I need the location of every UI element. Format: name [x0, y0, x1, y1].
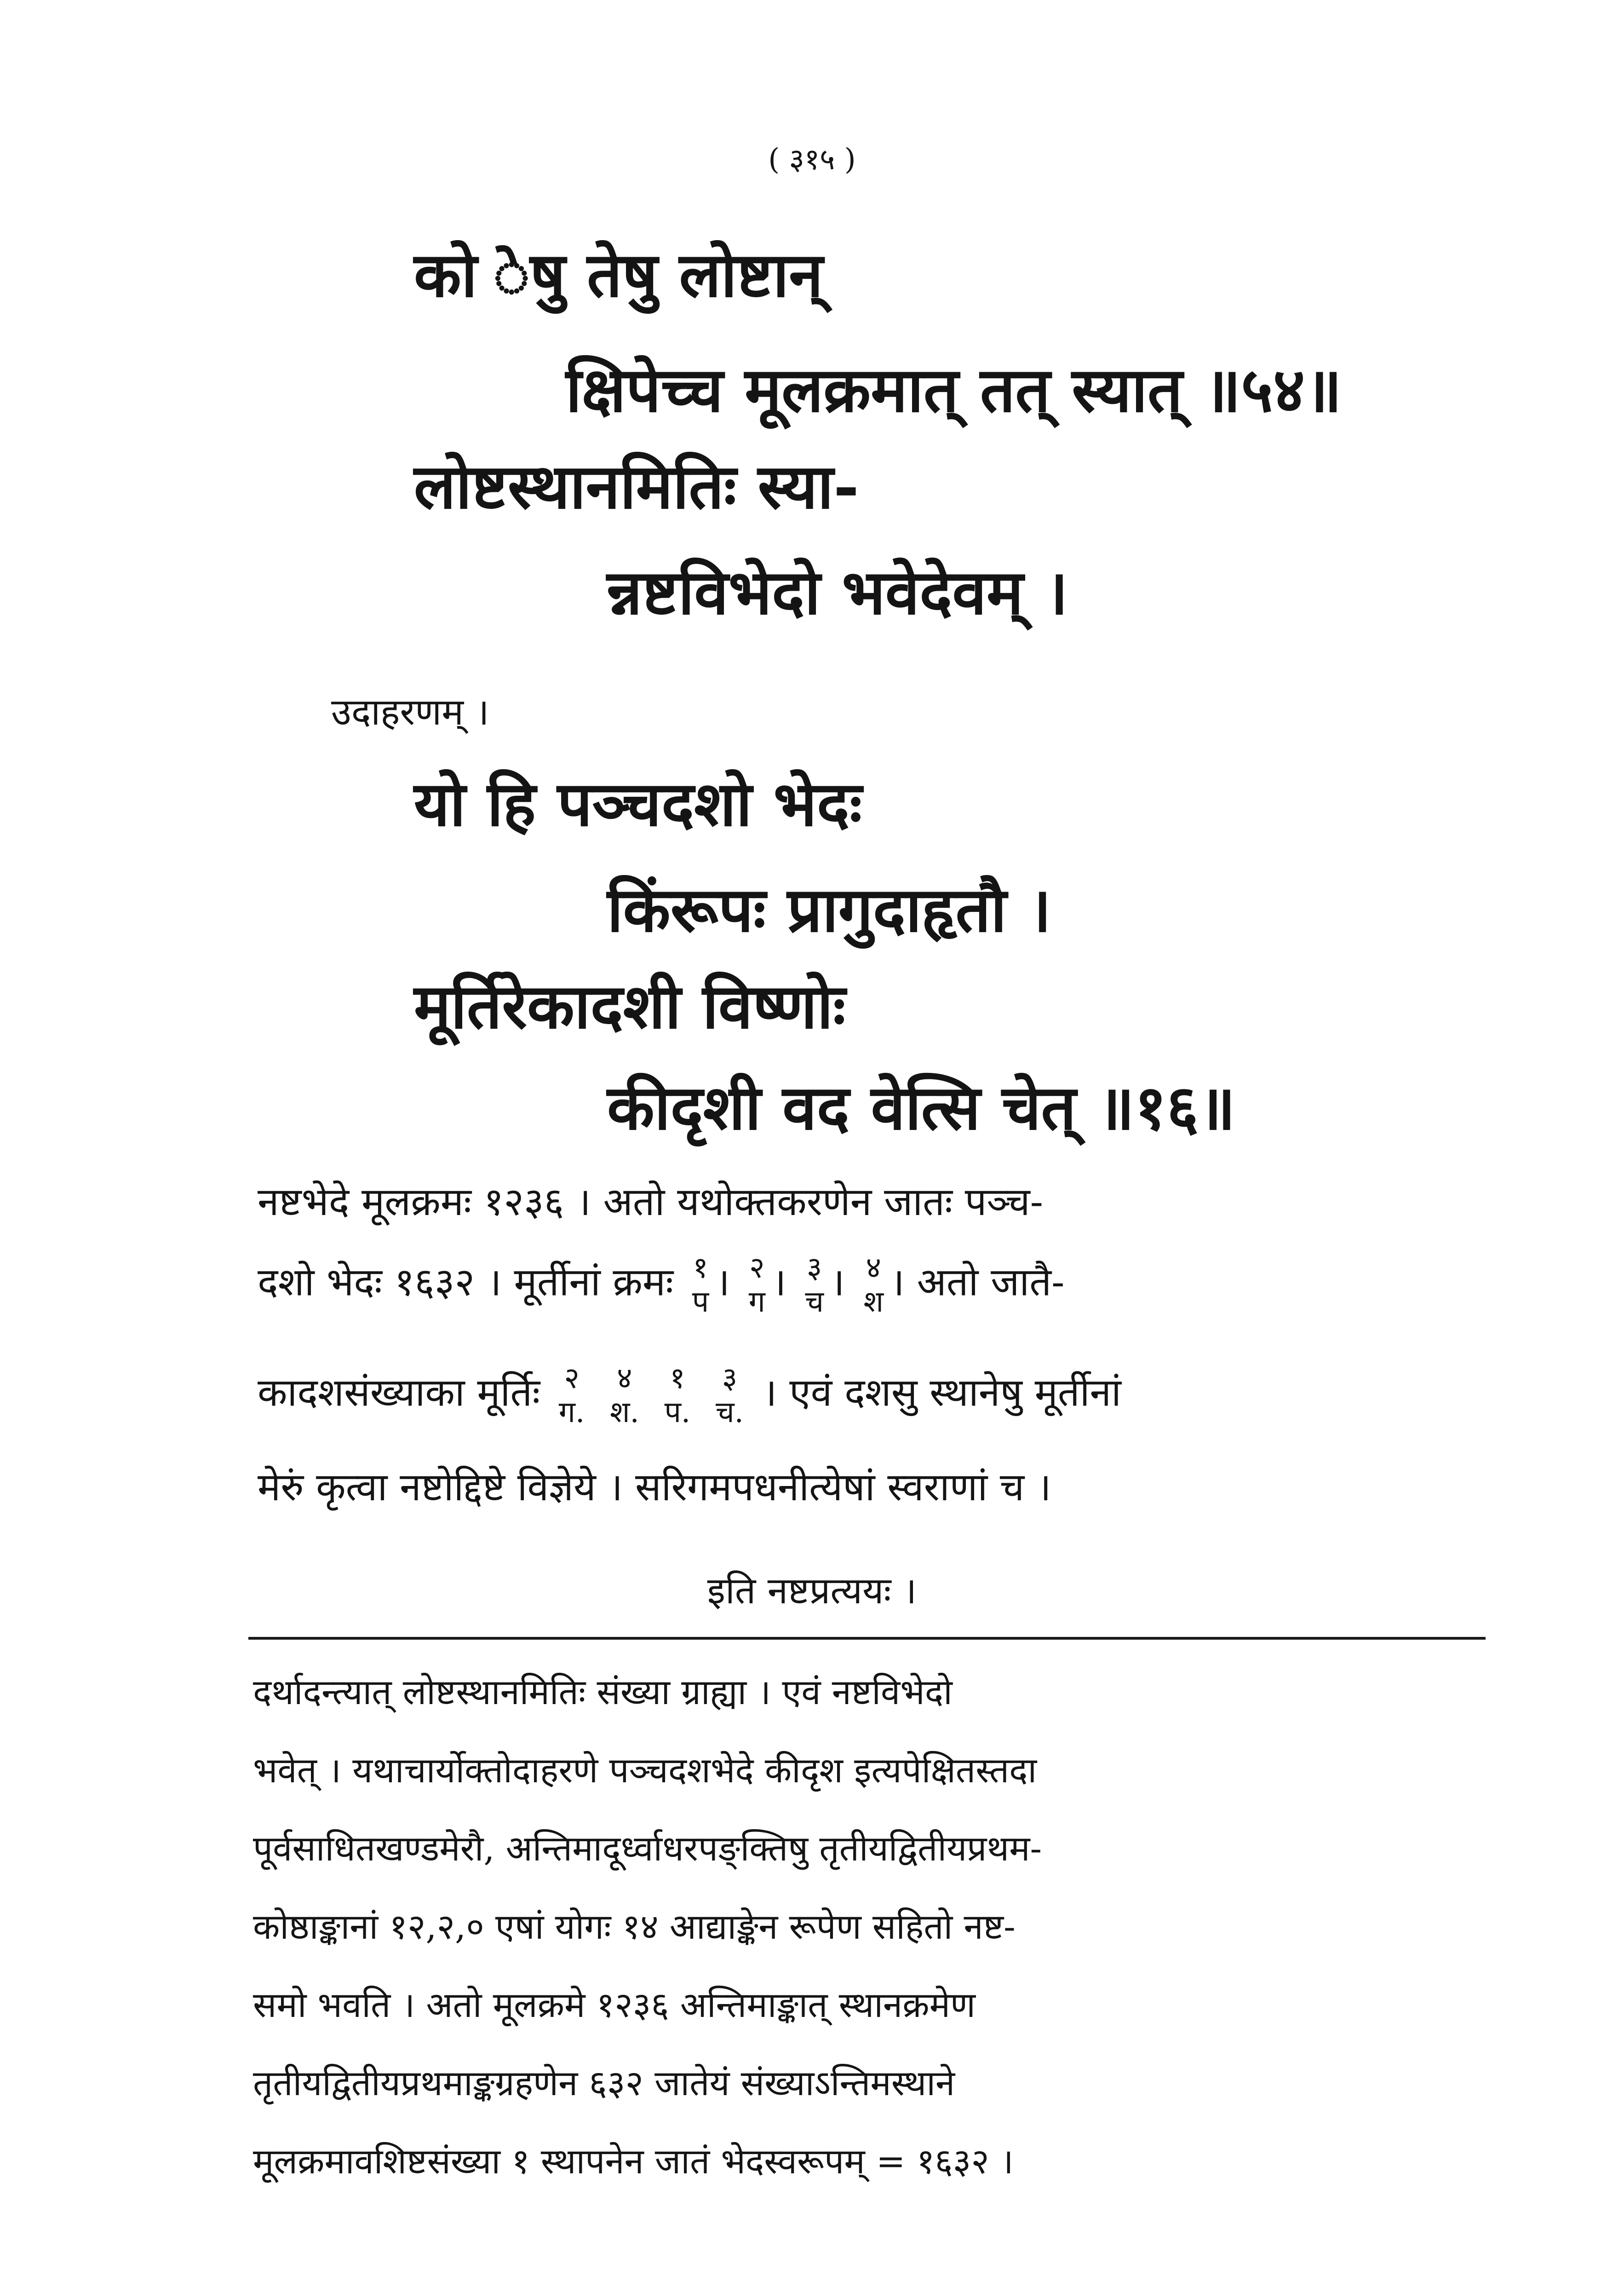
notation-column: [716, 1362, 744, 1429]
notation-number: ३: [807, 1251, 822, 1285]
verse-line: क्षिपेच्च मूलक्रमात् तत् स्यात् ॥५४॥: [566, 353, 1342, 426]
notation-symbol: श: [863, 1285, 884, 1319]
notation-column: [805, 1251, 824, 1319]
notation-symbol: प.: [664, 1395, 691, 1429]
notation-column: [665, 1362, 691, 1429]
separator: ।: [715, 1259, 730, 1305]
notation-symbol: ग: [748, 1285, 765, 1319]
verse-line: को ेषु तेषु लोष्टान्: [414, 238, 823, 311]
notation-symbol: प: [692, 1285, 709, 1319]
notation-number: ४: [866, 1251, 881, 1285]
separator: ।: [830, 1259, 845, 1305]
notation-number: १: [693, 1251, 708, 1285]
notation-symbol: च: [805, 1285, 824, 1319]
verse-line: लोष्टस्थानमितिः स्या-: [414, 450, 859, 523]
notation-column: [610, 1362, 639, 1429]
notation-number: २: [749, 1251, 765, 1285]
page-number: ( ३१५ ): [768, 143, 856, 177]
separator: ।: [771, 1259, 786, 1305]
prose-text: । एवं दशसु स्थानेषु मूर्तीनां: [762, 1370, 1121, 1415]
verse-line: किंरूपः प्रागुदाहृतौ ।: [607, 873, 1052, 946]
prose-text: अतो जातै-: [917, 1259, 1065, 1305]
commentary-line: मूलक्रमावशिष्टसंख्या १ स्थापनेन जातं भेदस्वरूपम् = १६३२ ।: [253, 2141, 1014, 2182]
notation-symbol: च.: [715, 1395, 744, 1429]
prose-line: नष्टभेदे मूलक्रमः १२३६ । अतो यथोक्तकरणेन जातः पञ्च-: [258, 1179, 1044, 1224]
notation-column: [864, 1251, 884, 1319]
notation-number: २: [564, 1361, 580, 1395]
commentary-line: समो भवति । अतो मूलक्रमे १२३६ अन्तिमाङ्कात् स्थानक्रमेण: [253, 1984, 976, 2025]
notation-column: [559, 1362, 585, 1429]
commentary-line: पूर्वसाधितखण्डमेरौ, अन्तिमादूर्ध्वाधरपङ्क्तिषु तृतीयद्वितीयप्रथम-: [253, 1828, 1042, 1869]
verse-line: न्नष्टविभेदो भवेदेवम् ।: [607, 556, 1068, 628]
prose-text: कादशसंख्याका मूर्तिः: [258, 1370, 540, 1415]
footnote-divider: [248, 1637, 1486, 1640]
separator: ।: [890, 1259, 905, 1305]
notation-symbol: ग.: [558, 1395, 585, 1429]
notation-column: [749, 1251, 765, 1319]
colophon: इति नष्टप्रत्ययः ।: [707, 1569, 917, 1612]
prose-line: मेरुं कृत्वा नष्टोद्दिष्टे विज्ञेये । सरिगमपधनीत्येषां स्वराणां च ।: [258, 1464, 1051, 1509]
commentary-line: दर्थादन्त्यात् लोष्टस्थानमितिः संख्या ग्राह्या । एवं नष्टविभेदो: [253, 1671, 953, 1712]
prose-line: [258, 1251, 1064, 1319]
commentary-line: तृतीयद्वितीयप्रथमाङ्कग्रहणेन ६३२ जातेयं संख्याऽन्तिमस्थाने: [253, 2062, 955, 2103]
commentary-line: कोष्ठाङ्कानां १२,२,० एषां योगः १४ आद्याङ्केन रूपेण सहितो नष्ट-: [253, 1906, 1016, 1947]
notation-number: ४: [617, 1361, 632, 1395]
notation-number: ३: [722, 1361, 738, 1395]
commentary-line: भवेत् । यथाचार्योक्तोदाहरणे पञ्चदशभेदे कीदृश इत्यपेक्षितस्तदा: [253, 1750, 1037, 1791]
verse-line: मूर्तिरेकादशी विष्णोः: [414, 970, 846, 1043]
notation-number: १: [670, 1361, 685, 1395]
verse-line: कीदृशी वद वेत्सि चेत् ॥१६॥: [607, 1071, 1236, 1144]
notation-symbol: श.: [610, 1395, 639, 1429]
example-heading: उदाहरणम् ।: [331, 691, 489, 733]
notation-column: [692, 1251, 709, 1319]
prose-line: [258, 1362, 1121, 1429]
verse-line: यो हि पञ्चदशो भेदः: [414, 767, 862, 840]
prose-text: दशो भेदः १६३२ । मूर्तीनां क्रमः: [258, 1259, 674, 1305]
